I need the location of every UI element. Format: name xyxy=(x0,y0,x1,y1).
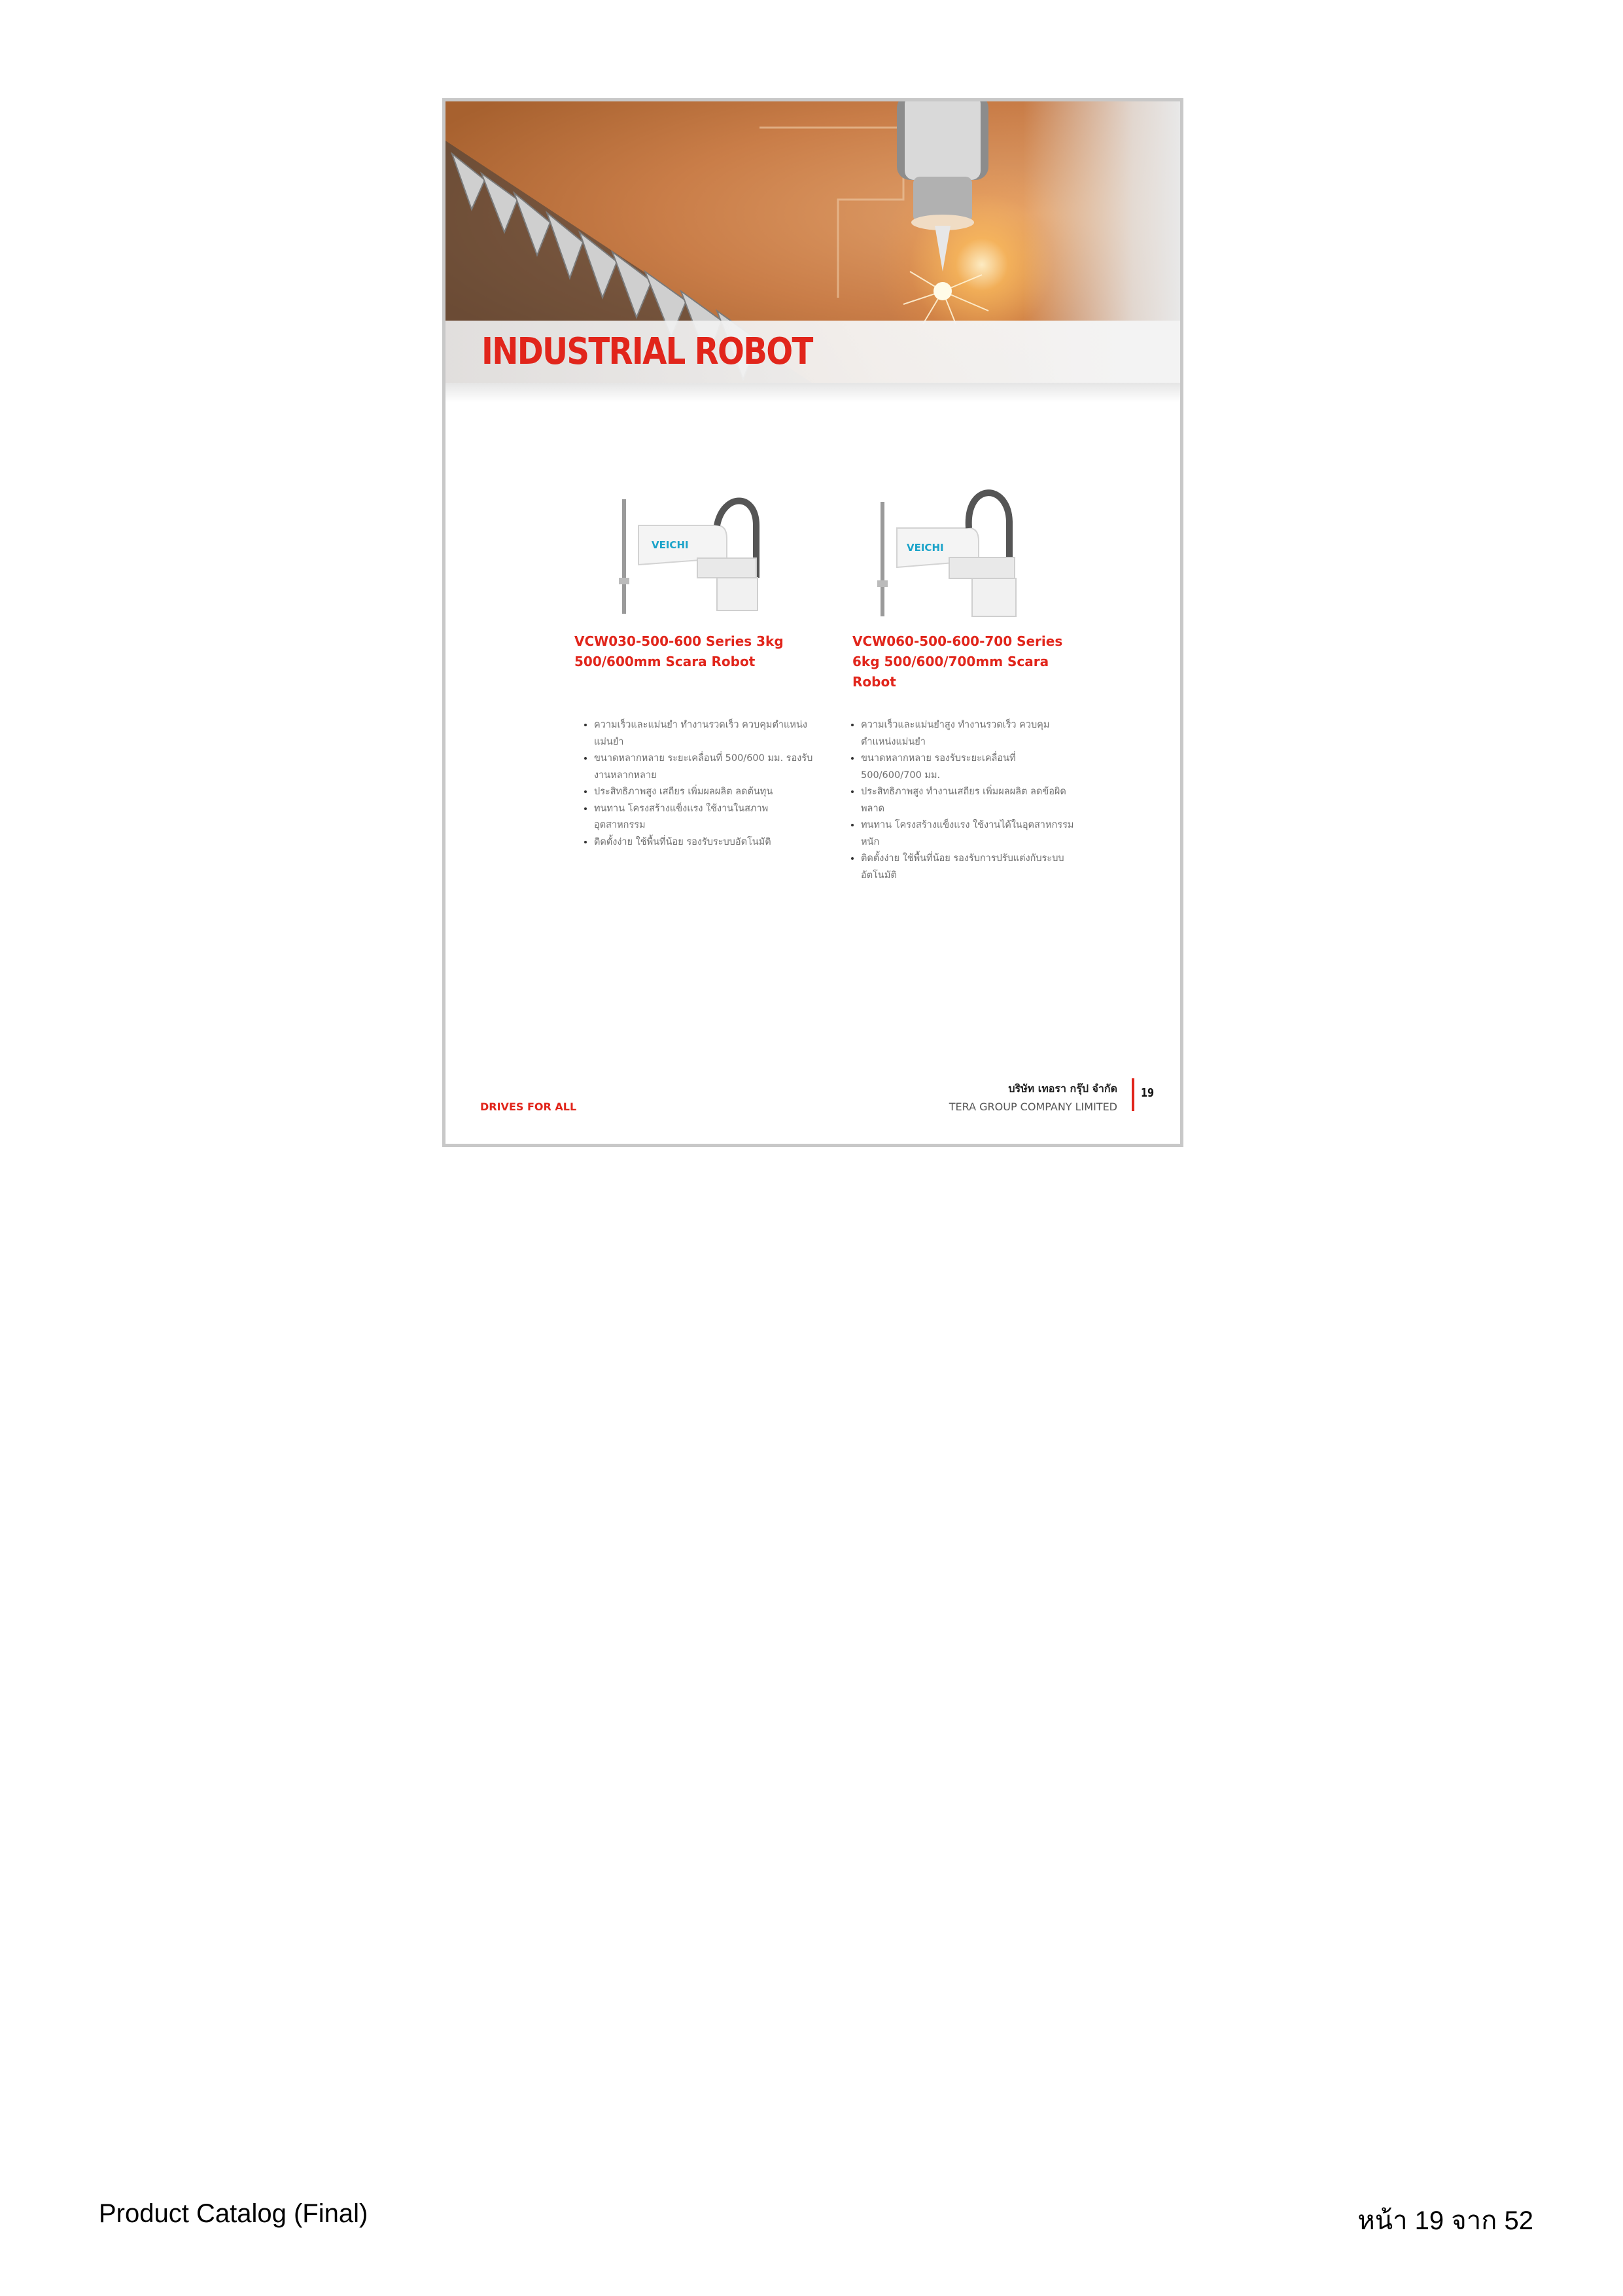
header-banner-image xyxy=(445,101,1180,383)
page-indicator: หน้า 19 จาก 52 xyxy=(1357,2206,1533,2235)
page-number: 19 xyxy=(1141,1086,1155,1100)
laser-cutter-head-image xyxy=(877,101,1008,330)
page-number-divider xyxy=(1132,1078,1134,1111)
feature-item: • ขนาดหลากหลาย ระยะเคลื่อนที่ 500/600 มม. รองรับงานหลากหลาย xyxy=(594,751,816,784)
feature-list-vcw060 xyxy=(841,717,1077,884)
company-name-english: TERA GROUP COMPANY LIMITED xyxy=(949,1101,1117,1113)
feature-item: • ติดตั้งง่าย ใช้พื้นที่น้อย รองรับระบบอัตโนมัติ xyxy=(594,834,816,851)
feature-item: • ทนทาน โครงสร้างแข็งแรง ใช้งานได้ในอุตสาหกรรมหนัก xyxy=(861,817,1077,851)
feature-item: • ขนาดหลากหลาย รองรับระยะเคลื่อนที่ 500/600/700 มม. xyxy=(861,751,1077,784)
feature-item: • ติดตั้งง่าย ใช้พื้นที่น้อย รองรับการปรับแต่งกับระบบอัตโนมัติ xyxy=(861,851,1077,884)
feature-item: • ความเร็วและแม่นยำ ทำงานรวดเร็ว ควบคุมตำแหน่งแม่นยำ xyxy=(594,717,816,751)
catalog-page xyxy=(442,98,1183,1147)
feature-item: • ประสิทธิภาพสูง เสถียร เพิ่มผลผลิต ลดต้นทุน xyxy=(594,784,816,801)
product-title-vcw060: VCW060-500-600-700 Series 6kg 500/600/700mm Scara Robot xyxy=(852,633,1063,690)
page-title: INDUSTRIAL ROBOT xyxy=(481,330,812,373)
tagline: DRIVES FOR ALL xyxy=(480,1101,577,1113)
robot-brand-label: VEICHI xyxy=(907,542,944,554)
feature-item: • ประสิทธิภาพสูง ทำงานเสถียร เพิ่มผลผลิต ลดข้อผิดพลาด xyxy=(861,784,1077,817)
company-name-thai: บริษัท เทอรา กรุ๊ป จำกัด xyxy=(1008,1082,1117,1095)
scara-robot-image xyxy=(871,476,1021,623)
document-title: Product Catalog (Final) xyxy=(99,2199,368,2228)
feature-item: • ทนทาน โครงสร้างแข็งแรง ใช้งานในสภาพอุตสาหกรรม xyxy=(594,801,816,834)
feature-item: • ความเร็วและแม่นยำสูง ทำงานรวดเร็ว ควบคุมตำแหน่งแม่นยำ xyxy=(861,717,1077,751)
feature-list-vcw030 xyxy=(574,717,816,851)
product-title-vcw030: VCW030-500-600 Series 3kg 500/600mm Scara Robot xyxy=(574,633,784,669)
scara-robot-image xyxy=(612,480,763,624)
robot-brand-label: VEICHI xyxy=(652,539,689,551)
